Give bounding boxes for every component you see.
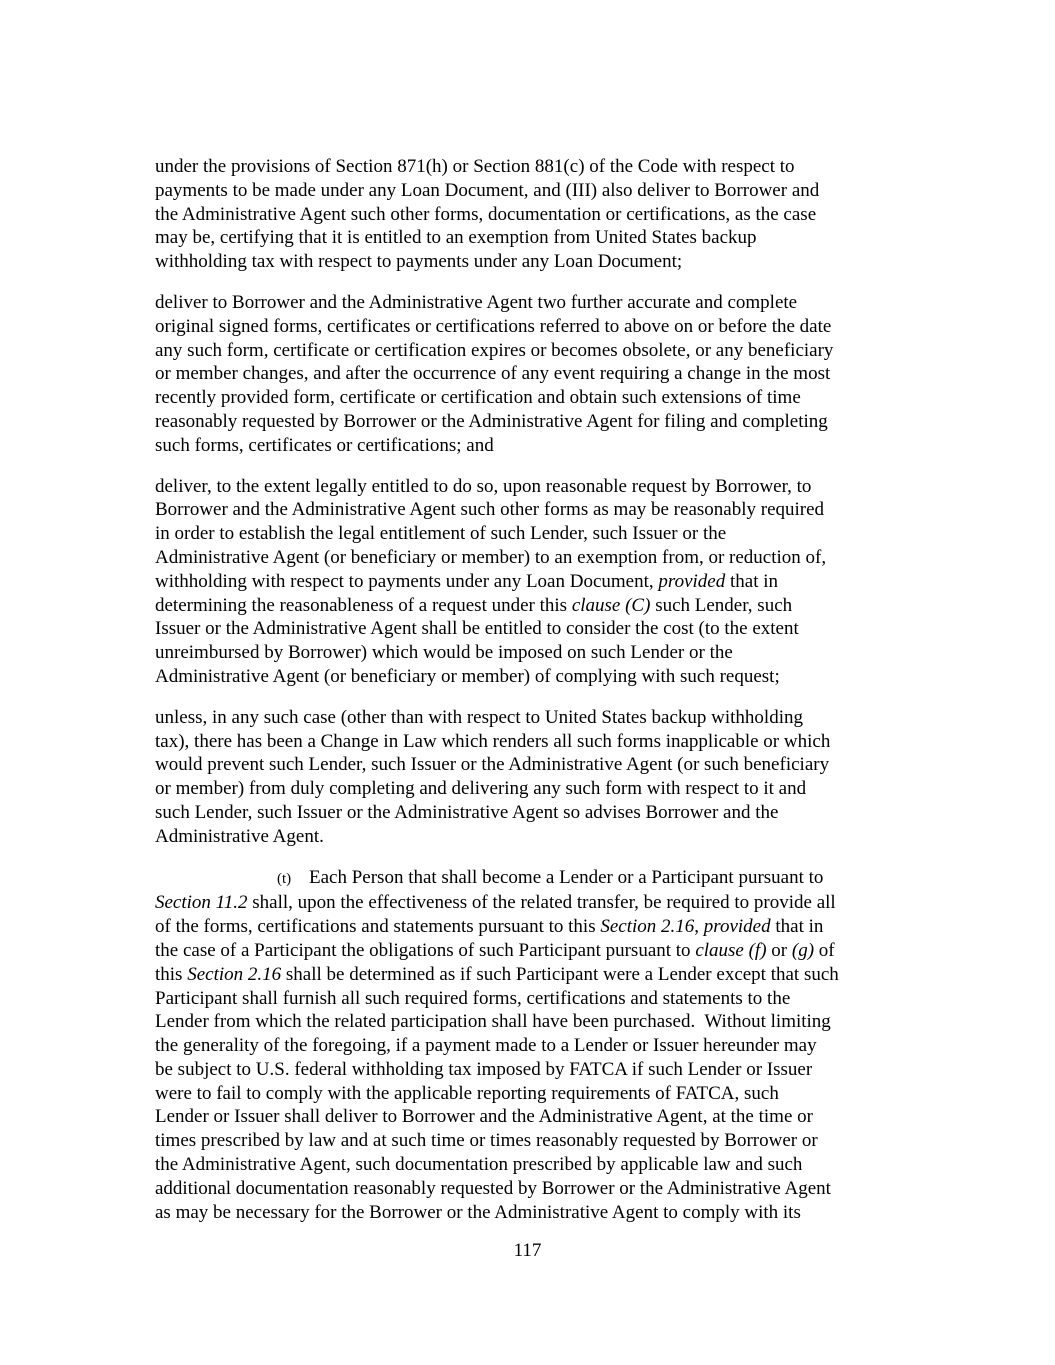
text-line: withholding tax with respect to payments under any Loan Document;: [155, 251, 683, 273]
clause-label: (t): [277, 870, 292, 887]
text-line: payments to be made under any Loan Document, and (III) also deliver to Borrower and: [155, 179, 820, 201]
text-line: deliver to Borrower and the Administrative Agent two further accurate and complete: [155, 291, 798, 313]
text-line: Lender or Issuer shall deliver to Borrower and the Administrative Agent, at the time or: [155, 1106, 813, 1128]
text-line: be subject to U.S. federal withholding tax imposed by FATCA if such Lender or Issuer: [155, 1058, 813, 1080]
text-line: the Administrative Agent such other forms, documentation or certifications, as the case: [155, 203, 817, 225]
paragraph-unless-clause: [155, 706, 900, 849]
text-line: Administrative Agent.: [155, 825, 324, 847]
text-line: times prescribed by law and at such time or times reasonably requested by Borrower or: [155, 1130, 818, 1152]
italic-term: Section 2.16: [187, 963, 282, 985]
text-line: Administrative Agent (or beneficiary or member) of complying with such request;: [155, 665, 780, 687]
text-segment: ,: [694, 916, 704, 938]
text-line: in order to establish the legal entitlement of such Lender, such Issuer or the: [155, 523, 727, 545]
text-line: any such form, certificate or certification expires or becomes obsolete, or any beneficiary: [155, 339, 834, 361]
text-line: such Lender, such Issuer or the Administrative Agent so advises Borrower and the: [155, 801, 779, 823]
text-line: unless, in any such case (other than with respect to United States backup withholding: [155, 706, 803, 728]
text-line: Administrative Agent (or beneficiary or member) to an exemption from, or reduction of,: [155, 546, 827, 568]
text-line: would prevent such Lender, such Issuer or the Administrative Agent (or such beneficiary: [155, 754, 830, 776]
text-line: Issuer or the Administrative Agent shall be entitled to consider the cost (to the extent: [155, 618, 799, 640]
paragraph-backup-withholding: [155, 155, 900, 274]
paragraph-further-forms: [155, 291, 900, 458]
text-line: additional documentation reasonably requested by Borrower or the Administrative Agent: [155, 1177, 831, 1199]
italic-term: clause (C): [571, 594, 651, 616]
text-line: [155, 891, 900, 915]
text-line: may be, certifying that it is entitled to an exemption from United States backup: [155, 227, 757, 249]
italic-term: provided: [703, 916, 771, 938]
text-segment: such Lender, such: [650, 594, 793, 616]
text-segment: this: [155, 963, 188, 985]
italic-term: provided: [658, 570, 726, 592]
text-segment: the case of a Participant the obligations of such Participant pursuant to: [155, 939, 696, 961]
text-line: [155, 939, 900, 963]
text-line: were to fail to comply with the applicable reporting requirements of FATCA, such: [155, 1082, 779, 1104]
text-line: [155, 963, 900, 987]
text-line: [155, 594, 900, 618]
text-segment: of the forms, certifications and statements pursuant to this: [155, 916, 601, 938]
text-line: or member) from duly completing and delivering any such form with respect to it and: [155, 778, 807, 800]
text-line: such forms, certificates or certifications; and: [155, 434, 494, 456]
text-line: [155, 915, 900, 939]
text-line: [155, 866, 900, 892]
text-segment: of: [814, 939, 835, 961]
text-segment: that in: [770, 916, 824, 938]
text-line: Participant shall furnish all such required forms, certifications and statements to the: [155, 987, 791, 1009]
text-segment: withholding with respect to payments under any Loan Document,: [155, 570, 659, 592]
paragraph-other-forms: [155, 475, 900, 689]
text-line: tax), there has been a Change in Law which renders all such forms inapplicable or which: [155, 730, 831, 752]
text-line: original signed forms, certificates or certifications referred to above on or before the date: [155, 315, 832, 337]
text-line: the Administrative Agent, such documentation prescribed by applicable law and such: [155, 1154, 803, 1176]
text-line: recently provided form, certificate or certification and obtain such extensions of time: [155, 387, 801, 409]
text-line: under the provisions of Section 871(h) or Section 881(c) of the Code with respect to: [155, 156, 795, 177]
text-line: the generality of the foregoing, if a payment made to a Lender or Issuer hereunder may: [155, 1035, 817, 1057]
page-number: 117: [513, 1240, 542, 1261]
text-line: reasonably requested by Borrower or the Administrative Agent for filing and completing: [155, 410, 828, 432]
text-segment: or: [766, 939, 792, 961]
text-line: [155, 570, 900, 594]
document-body: [155, 155, 900, 1224]
text-segment: shall, upon the effectiveness of the related transfer, be required to provide all: [247, 892, 836, 914]
text-segment: that in: [725, 570, 779, 592]
text-line: unreimbursed by Borrower) which would be imposed on such Lender or the: [155, 642, 733, 664]
text-line: Borrower and the Administrative Agent such other forms as may be reasonably required: [155, 499, 825, 521]
italic-term: Section 11.2: [155, 892, 248, 914]
text-line: deliver, to the extent legally entitled to do so, upon reasonable request by Borrower, to: [155, 475, 812, 497]
italic-term: (g): [791, 939, 815, 961]
italic-term: clause (f): [695, 939, 767, 961]
paragraph-section-t: [155, 866, 900, 1225]
italic-term: Section 2.16: [600, 916, 695, 938]
text-segment: determining the reasonableness of a request under this: [155, 594, 572, 616]
text-segment: shall be determined as if such Participant were a Lender except that such: [281, 963, 839, 985]
text-line: Lender from which the related participation shall have been purchased. Without limiting: [155, 1011, 831, 1033]
text-segment: Each Person that shall become a Lender or a Participant pursuant to: [309, 866, 824, 888]
text-line: or member changes, and after the occurrence of any event requiring a change in the most: [155, 363, 831, 385]
text-line: as may be necessary for the Borrower or the Administrative Agent to comply with its: [155, 1201, 801, 1223]
